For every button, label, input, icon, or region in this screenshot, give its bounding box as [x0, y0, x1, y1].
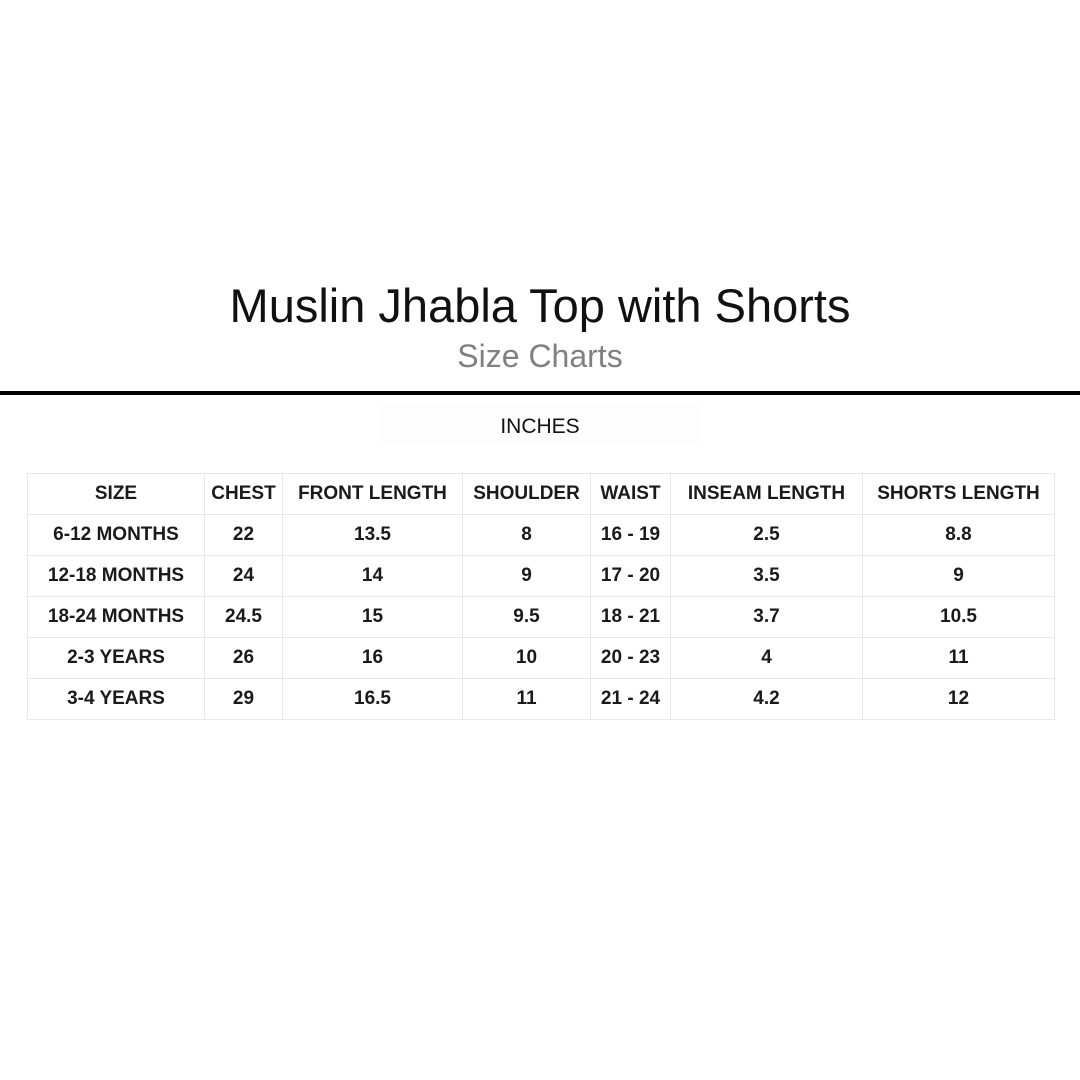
table-cell: 22	[205, 515, 283, 556]
column-header: FRONT LENGTH	[283, 474, 463, 515]
table-cell: 16 - 19	[591, 515, 671, 556]
table-cell: 18-24 MONTHS	[28, 597, 205, 638]
column-header: SHORTS LENGTH	[863, 474, 1055, 515]
size-chart-table	[27, 473, 1055, 720]
table-cell: 12	[863, 679, 1055, 720]
table-cell: 9	[863, 556, 1055, 597]
table-cell: 3-4 YEARS	[28, 679, 205, 720]
table-cell: 16	[283, 638, 463, 679]
unit-label: INCHES	[380, 405, 700, 445]
table-cell: 29	[205, 679, 283, 720]
column-header: SIZE	[28, 474, 205, 515]
table-cell: 12-18 MONTHS	[28, 556, 205, 597]
page-subtitle: Size Charts	[457, 338, 623, 374]
table-cell: 15	[283, 597, 463, 638]
column-header: CHEST	[205, 474, 283, 515]
table-cell: 2.5	[671, 515, 863, 556]
page-title: Muslin Jhabla Top with Shorts	[229, 279, 851, 332]
table-cell: 11	[463, 679, 591, 720]
table-row	[28, 679, 1055, 720]
table-cell: 24.5	[205, 597, 283, 638]
divider	[0, 391, 1080, 395]
table-cell: 17 - 20	[591, 556, 671, 597]
table-cell: 2-3 YEARS	[28, 638, 205, 679]
table-cell: 9	[463, 556, 591, 597]
table-cell: 14	[283, 556, 463, 597]
table-cell: 18 - 21	[591, 597, 671, 638]
table-cell: 10.5	[863, 597, 1055, 638]
table-cell: 20 - 23	[591, 638, 671, 679]
table-cell: 13.5	[283, 515, 463, 556]
table-cell: 24	[205, 556, 283, 597]
table-cell: 3.7	[671, 597, 863, 638]
table-header-row	[28, 474, 1055, 515]
column-header: INSEAM LENGTH	[671, 474, 863, 515]
table-row	[28, 638, 1055, 679]
table-cell: 3.5	[671, 556, 863, 597]
table-row	[28, 597, 1055, 638]
table-cell: 11	[863, 638, 1055, 679]
table-cell: 9.5	[463, 597, 591, 638]
table-row	[28, 515, 1055, 556]
table-cell: 26	[205, 638, 283, 679]
table-cell: 4.2	[671, 679, 863, 720]
table-cell: 4	[671, 638, 863, 679]
table-cell: 8.8	[863, 515, 1055, 556]
table-cell: 8	[463, 515, 591, 556]
table-cell: 16.5	[283, 679, 463, 720]
column-header: SHOULDER	[463, 474, 591, 515]
column-header: WAIST	[591, 474, 671, 515]
table-cell: 10	[463, 638, 591, 679]
table-row	[28, 556, 1055, 597]
table-cell: 6-12 MONTHS	[28, 515, 205, 556]
table-cell: 21 - 24	[591, 679, 671, 720]
